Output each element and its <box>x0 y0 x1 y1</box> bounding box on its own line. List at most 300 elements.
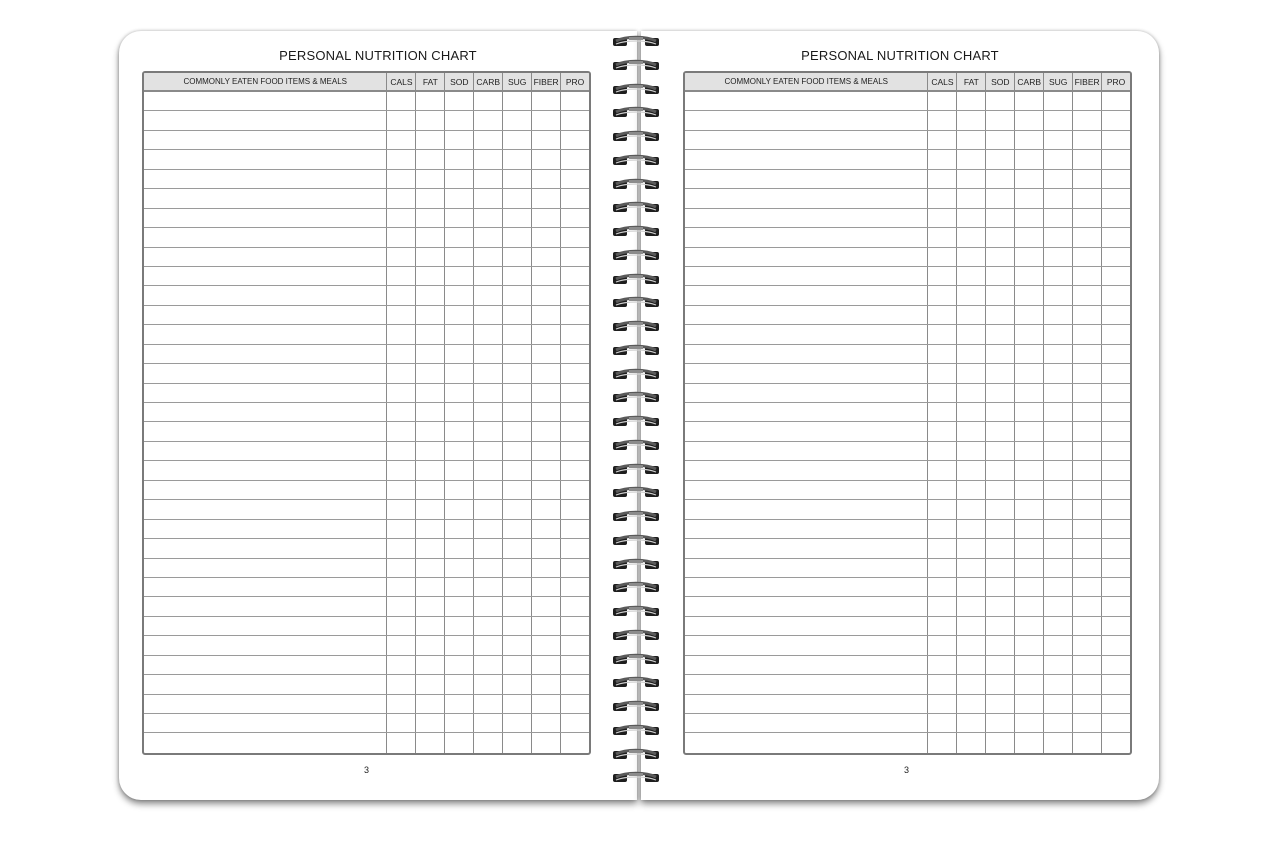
table-cell <box>531 500 560 518</box>
table-cell <box>444 345 473 363</box>
spiral-coil <box>612 296 660 310</box>
table-cell <box>1101 578 1130 596</box>
table-cell <box>956 578 985 596</box>
table-cell <box>531 306 560 324</box>
table-row <box>685 578 1130 597</box>
table-cell <box>502 306 531 324</box>
table-cell <box>956 189 985 207</box>
spiral-coil <box>612 415 660 429</box>
table-cell <box>531 384 560 402</box>
table-cell <box>531 675 560 693</box>
table-cell <box>386 733 415 752</box>
table-cell <box>1014 150 1043 168</box>
table-cell <box>386 286 415 304</box>
table-cell <box>144 675 386 693</box>
table-cell <box>560 306 589 324</box>
table-cell <box>985 520 1014 538</box>
table-cell <box>444 617 473 635</box>
table-cell <box>927 403 956 421</box>
table-cell <box>473 267 502 285</box>
table-cell <box>685 325 927 343</box>
table-cell <box>386 92 415 110</box>
table-cell <box>1043 733 1072 752</box>
table-cell <box>1014 733 1043 752</box>
spiral-coil <box>612 771 660 785</box>
table-cell <box>473 228 502 246</box>
table-row <box>685 189 1130 208</box>
table-cell <box>1014 325 1043 343</box>
table-cell <box>1014 539 1043 557</box>
table-cell <box>1014 442 1043 460</box>
table-cell <box>956 403 985 421</box>
table-cell <box>531 422 560 440</box>
table-cell <box>1072 111 1101 129</box>
table-cell <box>685 733 927 752</box>
column-header-sod: SOD <box>985 73 1014 90</box>
table-row <box>685 209 1130 228</box>
table-cell <box>1072 286 1101 304</box>
table-cell <box>444 403 473 421</box>
table-cell <box>1043 286 1072 304</box>
table-cell <box>386 403 415 421</box>
table-cell <box>685 520 927 538</box>
spiral-coil <box>612 581 660 595</box>
table-cell <box>1101 150 1130 168</box>
table-cell <box>473 481 502 499</box>
table-cell <box>473 733 502 752</box>
table-cell <box>1101 442 1130 460</box>
table-row <box>144 714 589 733</box>
table-row <box>144 189 589 208</box>
table-cell <box>956 442 985 460</box>
table-cell <box>1043 364 1072 382</box>
table-cell <box>560 422 589 440</box>
table-cell <box>1101 403 1130 421</box>
table-cell <box>985 733 1014 752</box>
table-cell <box>927 520 956 538</box>
table-cell <box>927 500 956 518</box>
table-row <box>685 597 1130 616</box>
table-cell <box>531 617 560 635</box>
table-cell <box>985 150 1014 168</box>
table-cell <box>386 364 415 382</box>
table-cell <box>927 111 956 129</box>
table-cell <box>502 559 531 577</box>
table-cell <box>144 617 386 635</box>
table-cell <box>1072 150 1101 168</box>
table-cell <box>956 656 985 674</box>
column-header-fiber: FIBER <box>1072 73 1101 90</box>
table-cell <box>560 111 589 129</box>
table-cell <box>144 325 386 343</box>
table-row <box>144 384 589 403</box>
table-cell <box>927 422 956 440</box>
table-cell <box>502 131 531 149</box>
table-cell <box>531 248 560 266</box>
spiral-coil <box>612 344 660 358</box>
table-cell <box>956 500 985 518</box>
table-cell <box>386 170 415 188</box>
table-cell <box>415 733 444 752</box>
table-cell <box>1101 306 1130 324</box>
table-cell <box>386 500 415 518</box>
table-cell <box>1101 500 1130 518</box>
table-cell <box>956 345 985 363</box>
table-cell <box>473 170 502 188</box>
table-cell <box>444 675 473 693</box>
table-row <box>685 481 1130 500</box>
table-cell <box>386 189 415 207</box>
table-cell <box>1101 286 1130 304</box>
table-cell <box>1014 597 1043 615</box>
table-cell <box>1043 675 1072 693</box>
table-cell <box>144 403 386 421</box>
table-cell <box>956 170 985 188</box>
table-cell <box>502 92 531 110</box>
table-cell <box>415 675 444 693</box>
table-cell <box>927 578 956 596</box>
table-cell <box>1072 325 1101 343</box>
table-cell <box>1014 286 1043 304</box>
table-cell <box>985 306 1014 324</box>
table-cell <box>956 695 985 713</box>
table-cell <box>502 520 531 538</box>
table-cell <box>1072 345 1101 363</box>
table-cell <box>1043 597 1072 615</box>
table-row <box>144 675 589 694</box>
table-cell <box>1072 461 1101 479</box>
table-cell <box>444 364 473 382</box>
table-cell <box>502 150 531 168</box>
table-cell <box>1101 248 1130 266</box>
table-row <box>685 111 1130 130</box>
table-cell <box>415 286 444 304</box>
table-cell <box>531 209 560 227</box>
table-cell <box>531 733 560 752</box>
table-cell <box>1072 500 1101 518</box>
table-row <box>685 170 1130 189</box>
table-cell <box>502 209 531 227</box>
table-cell <box>927 636 956 654</box>
table-cell <box>985 92 1014 110</box>
table-cell <box>444 150 473 168</box>
table-row <box>144 578 589 597</box>
table-cell <box>502 656 531 674</box>
table-cell <box>956 209 985 227</box>
column-header-cals: CALS <box>386 73 415 90</box>
table-cell <box>502 170 531 188</box>
table-cell <box>956 714 985 732</box>
spiral-coil <box>612 700 660 714</box>
table-cell <box>1043 481 1072 499</box>
table-cell <box>560 189 589 207</box>
table-row <box>144 539 589 558</box>
table-cell <box>985 578 1014 596</box>
table-cell <box>985 170 1014 188</box>
table-row <box>144 131 589 150</box>
page-number: 3 <box>364 765 370 775</box>
table-cell <box>1043 617 1072 635</box>
table-cell <box>1072 228 1101 246</box>
table-cell <box>1043 209 1072 227</box>
table-cell <box>444 228 473 246</box>
left-page <box>119 31 637 800</box>
table-cell <box>444 442 473 460</box>
table-cell <box>560 597 589 615</box>
table-cell <box>415 325 444 343</box>
table-cell <box>1101 170 1130 188</box>
table-cell <box>927 442 956 460</box>
table-cell <box>415 539 444 557</box>
table-cell <box>1014 675 1043 693</box>
table-cell <box>985 384 1014 402</box>
table-cell <box>531 267 560 285</box>
table-row <box>144 325 589 344</box>
table-cell <box>502 228 531 246</box>
table-cell <box>1043 500 1072 518</box>
table-cell <box>956 150 985 168</box>
table-cell <box>1014 228 1043 246</box>
table-cell <box>444 306 473 324</box>
table-cell <box>415 384 444 402</box>
table-cell <box>560 520 589 538</box>
table-cell <box>1072 364 1101 382</box>
table-cell <box>927 170 956 188</box>
table-row <box>144 461 589 480</box>
table-row <box>685 695 1130 714</box>
table-cell <box>444 597 473 615</box>
table-cell <box>144 733 386 752</box>
spiral-coil <box>612 439 660 453</box>
table-cell <box>985 364 1014 382</box>
table-cell <box>444 111 473 129</box>
table-cell <box>1101 695 1130 713</box>
table-cell <box>1014 636 1043 654</box>
table-cell <box>1014 248 1043 266</box>
table-cell <box>531 520 560 538</box>
column-header-carb: CARB <box>473 73 502 90</box>
table-cell <box>1101 617 1130 635</box>
spiral-coil <box>612 59 660 73</box>
table-row <box>685 364 1130 383</box>
table-cell <box>927 617 956 635</box>
table-cell <box>560 656 589 674</box>
spiral-coil <box>612 249 660 263</box>
table-row <box>144 500 589 519</box>
table-row <box>144 228 589 247</box>
table-row <box>144 209 589 228</box>
table-cell <box>985 248 1014 266</box>
table-cell <box>927 131 956 149</box>
table-cell <box>685 617 927 635</box>
table-cell <box>1101 656 1130 674</box>
table-row <box>685 559 1130 578</box>
table-row <box>144 617 589 636</box>
table-cell <box>956 422 985 440</box>
table-cell <box>685 111 927 129</box>
table-cell <box>473 617 502 635</box>
table-cell <box>1043 131 1072 149</box>
table-cell <box>144 131 386 149</box>
table-cell <box>473 248 502 266</box>
table-cell <box>1014 559 1043 577</box>
table-cell <box>1072 695 1101 713</box>
table-cell <box>531 442 560 460</box>
table-cell <box>444 500 473 518</box>
table-cell <box>560 695 589 713</box>
table-cell <box>685 228 927 246</box>
table-cell <box>956 675 985 693</box>
table-cell <box>502 481 531 499</box>
table-cell <box>415 92 444 110</box>
table-cell <box>1014 695 1043 713</box>
table-cell <box>927 92 956 110</box>
table-cell <box>386 267 415 285</box>
table-cell <box>985 559 1014 577</box>
table-cell <box>985 267 1014 285</box>
table-cell <box>1043 111 1072 129</box>
table-cell <box>685 559 927 577</box>
table-cell <box>956 248 985 266</box>
table-cell <box>531 131 560 149</box>
table-cell <box>956 286 985 304</box>
table-cell <box>531 150 560 168</box>
table-cell <box>1101 384 1130 402</box>
spiral-coil <box>612 510 660 524</box>
table-cell <box>927 228 956 246</box>
table-cell <box>685 578 927 596</box>
table-cell <box>386 617 415 635</box>
table-cell <box>502 597 531 615</box>
column-header-sod: SOD <box>444 73 473 90</box>
table-cell <box>1043 248 1072 266</box>
table-cell <box>144 442 386 460</box>
table-row <box>685 325 1130 344</box>
table-cell <box>560 228 589 246</box>
table-cell <box>415 170 444 188</box>
table-row <box>685 733 1130 752</box>
table-row <box>144 286 589 305</box>
table-cell <box>985 714 1014 732</box>
table-cell <box>144 597 386 615</box>
table-cell <box>531 656 560 674</box>
table-cell <box>386 345 415 363</box>
table-cell <box>444 733 473 752</box>
table-cell <box>502 111 531 129</box>
table-cell <box>415 150 444 168</box>
table-cell <box>144 345 386 363</box>
table-cell <box>1101 559 1130 577</box>
table-cell <box>1043 539 1072 557</box>
table-cell <box>473 636 502 654</box>
table-cell <box>386 481 415 499</box>
table-cell <box>1014 714 1043 732</box>
table-cell <box>956 306 985 324</box>
table-cell <box>956 520 985 538</box>
table-cell <box>956 559 985 577</box>
table-header <box>144 73 589 92</box>
table-cell <box>531 695 560 713</box>
table-cell <box>1014 267 1043 285</box>
table-cell <box>1043 578 1072 596</box>
table-cell <box>956 228 985 246</box>
table-cell <box>386 384 415 402</box>
table-cell <box>444 267 473 285</box>
table-cell <box>531 559 560 577</box>
column-header-food-items: COMMONLY EATEN FOOD ITEMS & MEALS <box>724 77 889 86</box>
table-cell <box>1072 714 1101 732</box>
table-cell <box>1014 131 1043 149</box>
table-cell <box>560 500 589 518</box>
table-cell <box>560 403 589 421</box>
table-cell <box>502 345 531 363</box>
table-cell <box>1101 209 1130 227</box>
nutrition-chart-table <box>142 71 591 755</box>
table-cell <box>502 364 531 382</box>
table-cell <box>927 384 956 402</box>
table-cell <box>1072 92 1101 110</box>
spiral-coil <box>612 534 660 548</box>
table-cell <box>444 92 473 110</box>
table-cell <box>473 306 502 324</box>
table-cell <box>444 286 473 304</box>
table-cell <box>985 442 1014 460</box>
table-cell <box>927 248 956 266</box>
table-cell <box>531 345 560 363</box>
table-cell <box>685 267 927 285</box>
table-row <box>685 150 1130 169</box>
table-cell <box>685 189 927 207</box>
table-cell <box>1101 597 1130 615</box>
table-cell <box>444 656 473 674</box>
table-cell <box>415 500 444 518</box>
table-row <box>685 422 1130 441</box>
table-cell <box>144 209 386 227</box>
table-cell <box>144 559 386 577</box>
table-cell <box>144 481 386 499</box>
table-cell <box>1072 422 1101 440</box>
table-cell <box>386 150 415 168</box>
table-cell <box>1101 364 1130 382</box>
table-row <box>685 306 1130 325</box>
table-cell <box>473 325 502 343</box>
table-cell <box>685 500 927 518</box>
spiral-coil <box>612 106 660 120</box>
table-cell <box>473 286 502 304</box>
table-cell <box>386 597 415 615</box>
table-cell <box>685 403 927 421</box>
table-cell <box>415 481 444 499</box>
table-cell <box>985 656 1014 674</box>
table-cell <box>1101 228 1130 246</box>
table-cell <box>473 500 502 518</box>
table-cell <box>531 403 560 421</box>
table-cell <box>1101 520 1130 538</box>
table-cell <box>985 403 1014 421</box>
table-cell <box>1101 189 1130 207</box>
table-cell <box>685 656 927 674</box>
spiral-coil <box>612 463 660 477</box>
table-cell <box>985 131 1014 149</box>
table-cell <box>685 345 927 363</box>
table-cell <box>502 578 531 596</box>
table-cell <box>502 286 531 304</box>
table-cell <box>1014 481 1043 499</box>
table-cell <box>386 461 415 479</box>
table-header <box>685 73 1130 92</box>
table-cell <box>1101 636 1130 654</box>
page-title: PERSONAL NUTRITION CHART <box>279 48 477 63</box>
